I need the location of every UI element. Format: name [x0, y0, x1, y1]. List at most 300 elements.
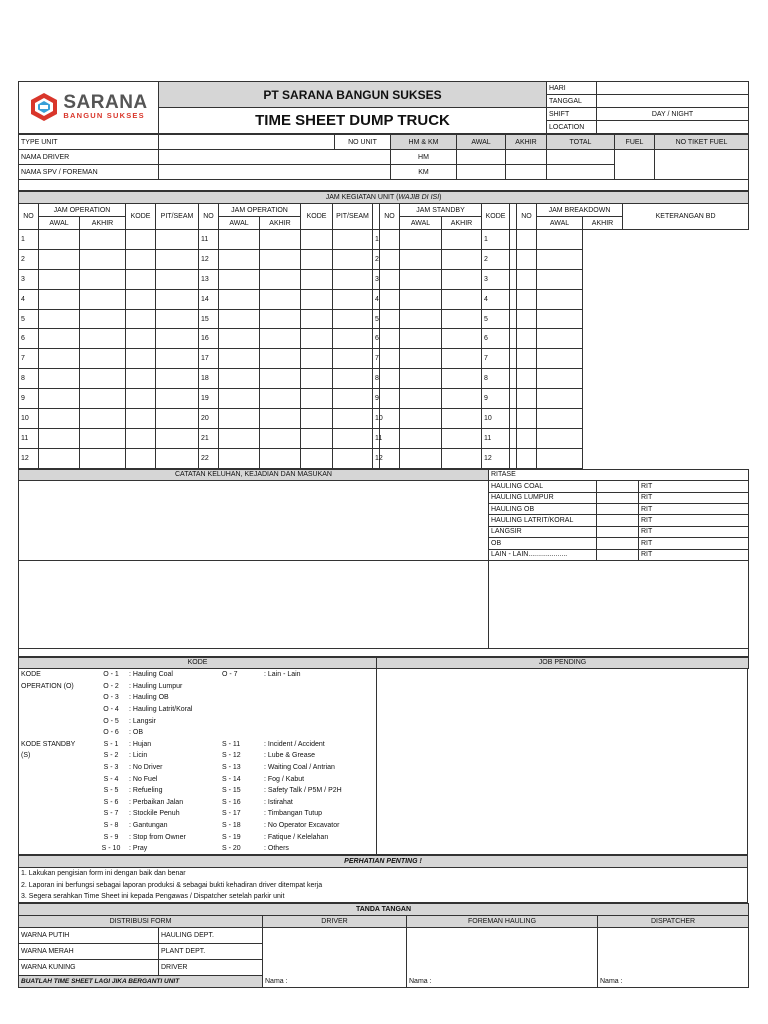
col-jam-standby: JAM STANDBY	[400, 204, 482, 217]
op-awal-cell[interactable]	[39, 329, 80, 349]
pit-seam-cell[interactable]	[333, 329, 373, 349]
breakdown-awal-cell[interactable]	[510, 289, 517, 309]
op-awal-cell[interactable]	[219, 289, 260, 309]
op-akhir-cell[interactable]	[80, 409, 126, 429]
ritase-value-field[interactable]	[597, 492, 639, 503]
kode-cell[interactable]	[126, 309, 156, 329]
kode-desc: : Hauling Lumpur	[129, 682, 183, 690]
op-awal-cell[interactable]	[39, 289, 80, 309]
standby-awal-cell[interactable]	[380, 329, 400, 349]
column-separator	[373, 204, 380, 230]
field-no-tiket-fuel[interactable]	[655, 150, 749, 180]
company-name: PT SARANA BANGUN SUKSES	[159, 82, 547, 108]
pit-seam-cell[interactable]	[156, 269, 199, 289]
standby-akhir-cell[interactable]	[400, 349, 442, 369]
pit-seam-cell[interactable]	[333, 230, 373, 250]
ritase-blank	[489, 560, 749, 648]
kode-cell[interactable]	[301, 289, 333, 309]
kode-cell[interactable]	[301, 409, 333, 429]
sub-awal: AWAL	[39, 217, 80, 230]
breakdown-awal-cell[interactable]	[510, 369, 517, 389]
kode-desc: : Hauling Latrit/Koral	[129, 706, 193, 713]
standby-akhir-cell[interactable]	[400, 409, 442, 429]
row-no: 2	[373, 249, 380, 269]
pit-seam-cell[interactable]	[333, 289, 373, 309]
label-awal: AWAL	[457, 135, 506, 150]
kode-row	[19, 715, 377, 727]
op-akhir-cell[interactable]	[80, 249, 126, 269]
breakdown-akhir-cell[interactable]	[517, 230, 537, 250]
standby-kode-cell[interactable]	[442, 249, 482, 269]
standby-akhir-cell[interactable]	[400, 269, 442, 289]
ritase-label: LANGSIR	[489, 526, 597, 537]
hexagon-logo-icon	[29, 92, 59, 122]
kode-code: S - 4	[103, 775, 119, 783]
op-awal-cell[interactable]	[219, 349, 260, 369]
field-type-unit[interactable]	[159, 135, 335, 150]
kode-desc: : OB	[129, 729, 144, 737]
field-tanggal[interactable]	[597, 95, 749, 108]
breakdown-awal-cell[interactable]	[510, 309, 517, 329]
foreman-signature-box[interactable]	[407, 927, 598, 975]
breakdown-akhir-cell[interactable]	[517, 269, 537, 289]
spacer-row	[19, 180, 749, 191]
row-no: 11	[373, 428, 380, 448]
kode-group-label: KODE STANDBY	[21, 740, 76, 748]
row-no: 15	[199, 309, 219, 329]
standby-kode-cell[interactable]	[442, 289, 482, 309]
keterangan-bd-cell[interactable]	[537, 249, 583, 269]
kode-cell[interactable]	[301, 369, 333, 389]
standby-akhir-cell[interactable]	[400, 230, 442, 250]
ritase-unit: RIT	[639, 526, 749, 537]
standby-awal-cell[interactable]	[380, 230, 400, 250]
standby-akhir-cell[interactable]	[400, 309, 442, 329]
kode-cell[interactable]	[126, 389, 156, 409]
table-row	[19, 428, 749, 448]
keterangan-bd-cell[interactable]	[537, 309, 583, 329]
breakdown-awal-cell[interactable]	[510, 409, 517, 429]
breakdown-awal-cell[interactable]	[510, 269, 517, 289]
standby-kode-cell[interactable]	[442, 269, 482, 289]
op-akhir-cell[interactable]	[260, 249, 301, 269]
row-no: 4	[19, 289, 39, 309]
op-awal-cell[interactable]	[219, 309, 260, 329]
standby-awal-cell[interactable]	[380, 309, 400, 329]
op-akhir-cell[interactable]	[260, 329, 301, 349]
op-awal-cell[interactable]	[39, 349, 80, 369]
label-no-unit: NO UNIT	[335, 135, 391, 150]
pit-seam-cell[interactable]	[156, 428, 199, 448]
op-akhir-cell[interactable]	[80, 269, 126, 289]
breakdown-akhir-cell[interactable]	[517, 309, 537, 329]
op-awal-cell[interactable]	[39, 230, 80, 250]
pit-seam-cell[interactable]	[156, 249, 199, 269]
kode-desc: : Waiting Coal / Antrian	[264, 763, 335, 771]
standby-awal-cell[interactable]	[380, 289, 400, 309]
kode-cell[interactable]	[126, 369, 156, 389]
kode-cell[interactable]	[301, 249, 333, 269]
keterangan-bd-cell[interactable]	[537, 230, 583, 250]
ritase-value-field[interactable]	[597, 549, 639, 560]
kode-cell[interactable]	[301, 309, 333, 329]
kode-cell[interactable]	[126, 409, 156, 429]
row-no: 12	[199, 249, 219, 269]
pit-seam-cell[interactable]	[156, 389, 199, 409]
col-no-2: NO	[199, 204, 219, 230]
kode-code: S - 10	[101, 845, 121, 853]
jam-kegiatan-title	[19, 192, 749, 204]
catatan-title: CATATAN KELUHAN, KEJADIAN DAN MASUKAN	[19, 469, 489, 481]
standby-kode-cell[interactable]	[442, 409, 482, 429]
catatan-input-area[interactable]	[19, 481, 489, 561]
label-km: KM	[391, 165, 457, 180]
sub-awal: AWAL	[537, 217, 583, 230]
driver-signature-box[interactable]	[263, 927, 407, 975]
footer-note: BUATLAH TIME SHEET LAGI JIKA BERGANTI UNIT	[19, 975, 263, 987]
op-awal-cell[interactable]	[219, 389, 260, 409]
breakdown-awal-cell[interactable]	[510, 448, 517, 468]
row-no: 1	[373, 230, 380, 250]
ritase-value-field[interactable]	[597, 503, 639, 514]
row-no: 19	[199, 389, 219, 409]
op-awal-cell[interactable]	[219, 230, 260, 250]
field-nama-driver[interactable]	[159, 150, 391, 165]
op-awal-cell[interactable]	[39, 369, 80, 389]
row-no: 1	[19, 230, 39, 250]
field-location[interactable]	[597, 121, 749, 134]
table-row	[19, 269, 749, 289]
op-awal-cell[interactable]	[219, 448, 260, 468]
op-awal-cell[interactable]	[219, 369, 260, 389]
op-awal-cell[interactable]	[39, 249, 80, 269]
standby-kode-cell[interactable]	[442, 448, 482, 468]
op-awal-cell[interactable]	[219, 428, 260, 448]
op-akhir-cell[interactable]	[80, 230, 126, 250]
row-no: 8	[482, 369, 510, 389]
keterangan-bd-cell[interactable]	[537, 409, 583, 429]
op-akhir-cell[interactable]	[80, 389, 126, 409]
standby-kode-cell[interactable]	[442, 230, 482, 250]
kode-row	[19, 785, 377, 797]
kode-section	[18, 669, 748, 856]
kode-list-table	[19, 669, 377, 855]
row-no: 4	[482, 289, 510, 309]
header-table	[18, 81, 749, 134]
pit-seam-cell[interactable]	[333, 409, 373, 429]
warna-merah: WARNA MERAH	[19, 943, 159, 959]
pit-seam-cell[interactable]	[156, 409, 199, 429]
breakdown-akhir-cell[interactable]	[517, 329, 537, 349]
op-awal-cell[interactable]	[39, 269, 80, 289]
kode-desc: : Refueling	[129, 787, 163, 795]
breakdown-akhir-cell[interactable]	[517, 369, 537, 389]
ritase-value-field[interactable]	[597, 538, 639, 549]
pit-seam-cell[interactable]	[333, 249, 373, 269]
keterangan-bd-cell[interactable]	[537, 269, 583, 289]
kode-code: S - 15	[222, 787, 241, 795]
op-akhir-cell[interactable]	[80, 309, 126, 329]
pit-seam-cell[interactable]	[333, 269, 373, 289]
op-akhir-cell[interactable]	[260, 309, 301, 329]
op-akhir-cell[interactable]	[260, 389, 301, 409]
keterangan-bd-cell[interactable]	[537, 329, 583, 349]
kode-desc: : Gantungan	[129, 821, 168, 829]
kode-row	[19, 843, 377, 855]
keterangan-bd-cell[interactable]	[537, 448, 583, 468]
kode-desc	[262, 681, 377, 693]
kode-group-label: OPERATION (O)	[21, 682, 74, 690]
breakdown-awal-cell[interactable]	[510, 249, 517, 269]
col-jam-operation-2: JAM OPERATION	[219, 204, 301, 217]
pit-seam-cell[interactable]	[156, 289, 199, 309]
op-akhir-cell[interactable]	[80, 289, 126, 309]
op-akhir-cell[interactable]	[80, 448, 126, 468]
op-akhir-cell[interactable]	[80, 369, 126, 389]
col-jam-breakdown: JAM BREAKDOWN	[537, 204, 623, 217]
catatan-table	[18, 469, 749, 657]
pit-seam-cell[interactable]	[156, 329, 199, 349]
standby-akhir-cell[interactable]	[400, 249, 442, 269]
kode-cell[interactable]	[301, 428, 333, 448]
row-no: 2	[482, 249, 510, 269]
breakdown-awal-cell[interactable]	[510, 329, 517, 349]
standby-kode-cell[interactable]	[442, 369, 482, 389]
op-awal-cell[interactable]	[219, 249, 260, 269]
standby-awal-cell[interactable]	[380, 369, 400, 389]
table-row	[19, 409, 749, 429]
standby-awal-cell[interactable]	[380, 349, 400, 369]
ritase-value-field[interactable]	[597, 515, 639, 526]
jam-title-suffix: )	[439, 194, 442, 201]
field-hm-awal[interactable]	[457, 150, 506, 165]
kode-cell[interactable]	[126, 448, 156, 468]
op-awal-cell[interactable]	[39, 428, 80, 448]
breakdown-awal-cell[interactable]	[510, 389, 517, 409]
catatan-lower-area[interactable]	[19, 560, 489, 648]
kode-row	[19, 831, 377, 843]
col-kode-2: KODE	[301, 204, 333, 230]
ritase-row	[19, 481, 749, 492]
kode-cell[interactable]	[301, 269, 333, 289]
kode-desc: : Langsir	[129, 717, 156, 725]
op-awal-cell[interactable]	[219, 269, 260, 289]
op-akhir-cell[interactable]	[260, 289, 301, 309]
standby-akhir-cell[interactable]	[400, 329, 442, 349]
table-row	[19, 389, 749, 409]
kode-row	[19, 820, 377, 832]
breakdown-akhir-cell[interactable]	[517, 409, 537, 429]
standby-awal-cell[interactable]	[380, 428, 400, 448]
standby-awal-cell[interactable]	[380, 269, 400, 289]
field-shift[interactable]: DAY / NIGHT	[597, 108, 749, 121]
perhatian-title: PERHATIAN PENTING !	[19, 856, 748, 868]
op-awal-cell[interactable]	[39, 409, 80, 429]
field-nama-spv[interactable]	[159, 165, 391, 180]
pit-seam-cell[interactable]	[333, 309, 373, 329]
table-row	[19, 249, 749, 269]
pit-seam-cell[interactable]	[156, 230, 199, 250]
row-no: 2	[19, 249, 39, 269]
op-akhir-cell[interactable]	[260, 409, 301, 429]
breakdown-akhir-cell[interactable]	[517, 389, 537, 409]
op-awal-cell[interactable]	[219, 409, 260, 429]
field-km-akhir[interactable]	[506, 165, 547, 180]
kode-code: O - 7	[222, 671, 238, 679]
ritase-unit: RIT	[639, 481, 749, 492]
keterangan-bd-cell[interactable]	[537, 369, 583, 389]
label-total: TOTAL	[547, 135, 615, 150]
kode-code	[220, 727, 262, 739]
kode-code: S - 3	[103, 763, 119, 771]
standby-kode-cell[interactable]	[442, 329, 482, 349]
pit-seam-cell[interactable]	[333, 369, 373, 389]
pit-seam-cell[interactable]	[156, 349, 199, 369]
kode-cell[interactable]	[126, 249, 156, 269]
driver-nama-field[interactable]: Nama :	[263, 975, 407, 987]
row-no: 3	[373, 269, 380, 289]
op-akhir-cell[interactable]	[260, 448, 301, 468]
kode-code: S - 6	[103, 798, 119, 806]
kode-group-label	[19, 831, 95, 843]
op-akhir-cell[interactable]	[260, 428, 301, 448]
pit-seam-cell[interactable]	[333, 428, 373, 448]
breakdown-akhir-cell[interactable]	[517, 249, 537, 269]
row-no: 11	[199, 230, 219, 250]
row-no: 9	[482, 389, 510, 409]
kode-cell[interactable]	[301, 329, 333, 349]
kode-desc: : Licin	[129, 752, 148, 760]
kode-cell[interactable]	[126, 349, 156, 369]
kode-row	[19, 796, 377, 808]
kode-header-table	[18, 657, 749, 669]
standby-akhir-cell[interactable]	[400, 428, 442, 448]
table-row	[19, 230, 749, 250]
kode-group-label	[19, 820, 95, 832]
dept-hauling: HAULING DEPT.	[159, 927, 263, 943]
standby-kode-cell[interactable]	[442, 349, 482, 369]
row-no: 11	[482, 428, 510, 448]
spacer-row	[19, 648, 749, 656]
breakdown-akhir-cell[interactable]	[517, 448, 537, 468]
breakdown-awal-cell[interactable]	[510, 349, 517, 369]
dispatcher-nama-field[interactable]: Nama :	[598, 975, 749, 987]
row-no: 12	[482, 448, 510, 468]
pit-seam-cell[interactable]	[333, 448, 373, 468]
kode-group-label	[19, 692, 95, 704]
op-awal-cell[interactable]	[39, 309, 80, 329]
op-akhir-cell[interactable]	[260, 230, 301, 250]
standby-awal-cell[interactable]	[380, 389, 400, 409]
label-hm: HM	[391, 150, 457, 165]
distribusi-form-title: DISTRIBUSI FORM	[19, 915, 263, 927]
kode-cell[interactable]	[126, 329, 156, 349]
kode-cell[interactable]	[126, 428, 156, 448]
op-akhir-cell[interactable]	[80, 349, 126, 369]
field-hari[interactable]	[597, 82, 749, 95]
op-awal-cell[interactable]	[39, 448, 80, 468]
field-km-total[interactable]	[547, 165, 615, 180]
kode-code: S - 19	[222, 833, 241, 841]
op-awal-cell[interactable]	[39, 389, 80, 409]
kode-cell[interactable]	[126, 230, 156, 250]
keterangan-bd-cell[interactable]	[537, 389, 583, 409]
breakdown-akhir-cell[interactable]	[517, 349, 537, 369]
foreman-nama-field[interactable]: Nama :	[407, 975, 598, 987]
standby-kode-cell[interactable]	[442, 309, 482, 329]
standby-akhir-cell[interactable]	[400, 369, 442, 389]
breakdown-akhir-cell[interactable]	[517, 289, 537, 309]
op-akhir-cell[interactable]	[260, 349, 301, 369]
kode-group-label: (S)	[21, 752, 31, 760]
ritase-label: OB	[489, 538, 597, 549]
field-km-awal[interactable]	[457, 165, 506, 180]
ritase-value-field[interactable]	[597, 526, 639, 537]
kode-cell[interactable]	[301, 230, 333, 250]
keterangan-bd-cell[interactable]	[537, 428, 583, 448]
kode-cell[interactable]	[301, 389, 333, 409]
pit-seam-cell[interactable]	[156, 369, 199, 389]
pit-seam-cell[interactable]	[333, 349, 373, 369]
op-akhir-cell[interactable]	[260, 269, 301, 289]
kode-row	[19, 704, 377, 716]
breakdown-akhir-cell[interactable]	[517, 428, 537, 448]
standby-awal-cell[interactable]	[380, 249, 400, 269]
label-hm-km: HM & KM	[391, 135, 457, 150]
kode-row	[19, 773, 377, 785]
breakdown-awal-cell[interactable]	[510, 428, 517, 448]
kode-desc: : Others	[264, 845, 289, 853]
field-hm-total[interactable]	[547, 150, 615, 165]
kode-code: O - 5	[103, 717, 119, 725]
dispatcher-signature-box[interactable]	[598, 927, 749, 975]
kode-group-label	[19, 704, 95, 716]
standby-kode-cell[interactable]	[442, 389, 482, 409]
op-akhir-cell[interactable]	[80, 428, 126, 448]
breakdown-awal-cell[interactable]	[510, 230, 517, 250]
col-keterangan-bd: KETERANGAN BD	[623, 204, 749, 230]
kode-cell[interactable]	[126, 289, 156, 309]
kode-cell[interactable]	[126, 269, 156, 289]
kode-cell[interactable]	[301, 448, 333, 468]
op-akhir-cell[interactable]	[80, 329, 126, 349]
pit-seam-cell[interactable]	[333, 389, 373, 409]
standby-akhir-cell[interactable]	[400, 448, 442, 468]
pit-seam-cell[interactable]	[156, 309, 199, 329]
kode-cell[interactable]	[301, 349, 333, 369]
ritase-unit: RIT	[639, 503, 749, 514]
kode-desc: : Hujan	[129, 740, 152, 748]
row-no: 6	[19, 329, 39, 349]
field-hm-akhir[interactable]	[506, 150, 547, 165]
warna-kuning: WARNA KUNING	[19, 959, 159, 975]
standby-akhir-cell[interactable]	[400, 389, 442, 409]
standby-kode-cell[interactable]	[442, 428, 482, 448]
pit-seam-cell[interactable]	[156, 448, 199, 468]
op-awal-cell[interactable]	[219, 329, 260, 349]
kode-code: S - 14	[222, 775, 241, 783]
op-akhir-cell[interactable]	[260, 369, 301, 389]
job-pending-area[interactable]	[377, 669, 747, 855]
label-fuel: FUEL	[615, 135, 655, 150]
standby-akhir-cell[interactable]	[400, 289, 442, 309]
kode-row	[19, 681, 377, 693]
field-fuel[interactable]	[615, 150, 655, 180]
ritase-value-field[interactable]	[597, 481, 639, 492]
keterangan-bd-cell[interactable]	[537, 289, 583, 309]
row-no: 7	[19, 349, 39, 369]
keterangan-bd-cell[interactable]	[537, 349, 583, 369]
